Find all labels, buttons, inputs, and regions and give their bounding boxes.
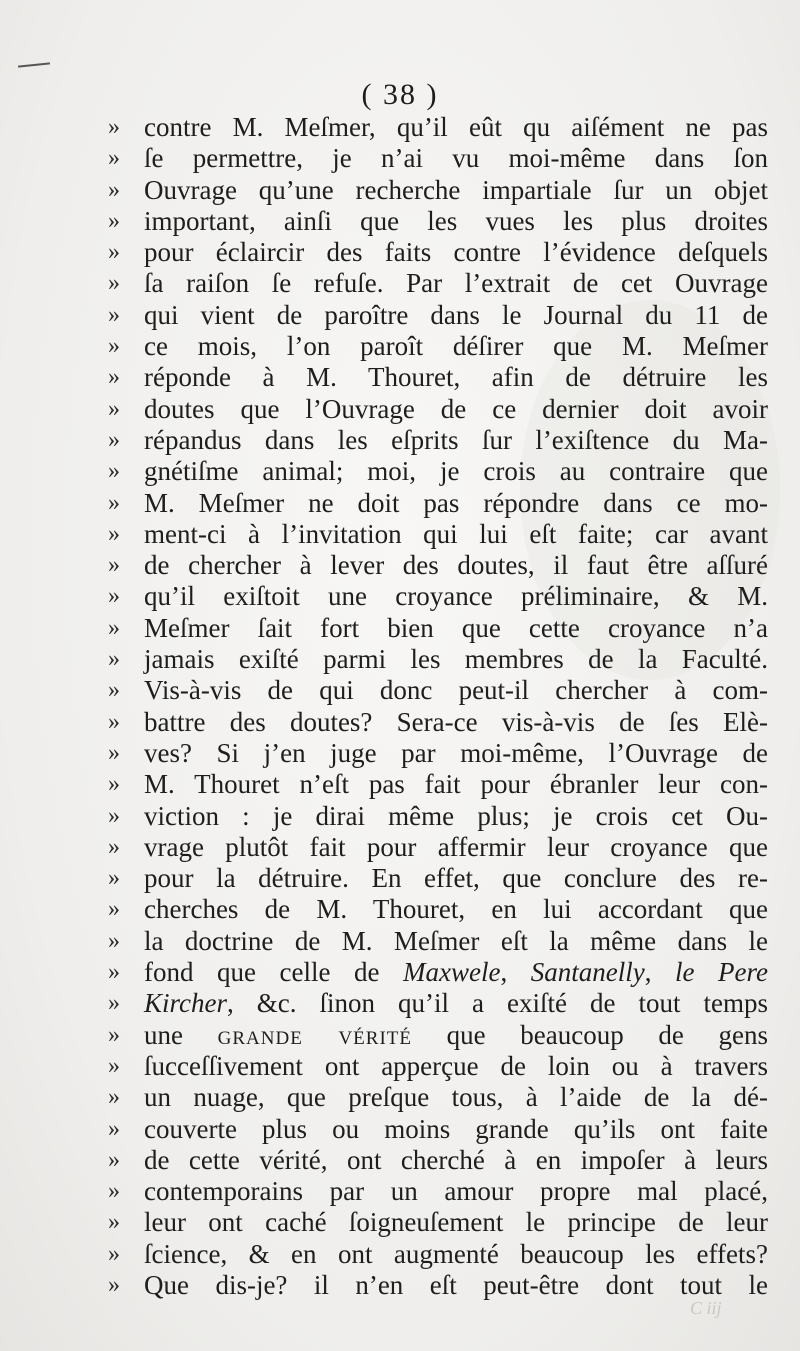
line-text	[144, 863, 768, 894]
text-segment: ment-ci à l’invitation qui lui eſt faite; car avant	[144, 518, 768, 549]
line-text	[144, 707, 768, 738]
text-line	[108, 1020, 768, 1051]
line-text	[144, 988, 768, 1019]
quote-mark: »	[108, 1209, 120, 1236]
text-line	[108, 957, 768, 988]
text-line	[108, 331, 768, 362]
line-text	[144, 268, 768, 299]
line-text	[144, 1082, 768, 1113]
text-line	[108, 894, 768, 925]
text-line	[108, 425, 768, 456]
text-segment: de cette vérité, ont cherché à en impoſer à leurs	[144, 1144, 768, 1175]
text-segment: Que dis-je? il n’en eſt peut-être dont tout le	[144, 1269, 768, 1300]
text-segment: contemporains par un amour propre mal placé,	[144, 1176, 768, 1207]
line-text	[144, 550, 768, 581]
text-segment: pour éclaircir des faits contre l’évidence deſquels	[144, 237, 768, 268]
text-line	[108, 988, 768, 1019]
quote-mark: »	[108, 114, 120, 140]
text-segment: , &c. ſinon qu’il a exiſté de tout temps	[227, 988, 768, 1019]
text-line	[108, 738, 768, 769]
line-text	[144, 1176, 768, 1207]
quote-mark: »	[108, 270, 120, 297]
text-segment: vrage plutôt fait pour affermir leur croyance que	[144, 831, 768, 862]
line-text	[144, 237, 768, 268]
text-line	[108, 300, 768, 331]
text-line	[108, 1207, 768, 1238]
text-line	[108, 268, 768, 299]
text-segment: réponde à M. Thouret, afin de détruire les	[144, 362, 768, 393]
text-line	[108, 1114, 768, 1145]
quote-mark: »	[108, 927, 120, 954]
text-segment: le Pere	[675, 957, 769, 988]
line-text	[144, 112, 768, 143]
text-line	[108, 143, 768, 174]
line-text	[144, 362, 768, 393]
signature-mark: C iij	[690, 1298, 722, 1318]
line-text	[144, 1270, 768, 1301]
text-line	[108, 581, 768, 612]
text-line	[108, 1051, 768, 1082]
quote-mark: »	[108, 1084, 120, 1111]
text-line	[108, 1176, 768, 1207]
text-segment: Maxwele	[403, 957, 501, 988]
quote-mark: »	[108, 426, 120, 453]
line-text	[144, 1051, 768, 1082]
quote-mark: »	[108, 458, 120, 485]
quote-mark: »	[108, 833, 120, 860]
line-text	[144, 300, 768, 331]
line-text	[144, 581, 768, 612]
text-segment: Ouvrage qu’une recherche impartiale ſur un objet	[144, 174, 768, 205]
text-line	[108, 237, 768, 268]
text-segment: ce mois, l’on paroît déſirer que M. Meſmer	[144, 331, 768, 362]
text-segment: gnétiſme animal; moi, je crois au contraire que	[144, 456, 768, 487]
text-line	[108, 519, 768, 550]
quote-mark: »	[108, 896, 120, 923]
text-line	[108, 175, 768, 206]
quote-mark: »	[108, 301, 120, 328]
line-text	[144, 519, 768, 550]
quote-mark: »	[108, 646, 120, 673]
text-line	[108, 362, 768, 393]
quote-mark: »	[108, 176, 120, 203]
text-segment: leur ont caché ſoigneuſement le principe de leur	[144, 1207, 768, 1238]
text-segment: Vis-à-vis de qui donc peut-il chercher à com-	[144, 675, 768, 706]
quote-mark: »	[108, 552, 120, 579]
text-line	[108, 456, 768, 487]
text-segment: un nuage, que preſque tous, à l’aide de la dé-	[144, 1082, 768, 1113]
quote-mark: »	[108, 1115, 120, 1142]
line-text	[144, 675, 768, 706]
text-line	[108, 707, 768, 738]
line-text	[144, 769, 768, 800]
text-segment: ves? Si j’en juge par moi-même, l’Ouvrage de	[144, 737, 768, 768]
text-line	[108, 926, 768, 957]
quote-mark: »	[108, 1021, 120, 1048]
text-segment: répandus dans les eſprits ſur l’exiſtence du Ma-	[144, 424, 768, 455]
text-line	[108, 1082, 768, 1113]
text-line	[108, 613, 768, 644]
text-segment: M. Meſmer ne doit pas répondre dans ce mo-	[144, 487, 768, 518]
text-line	[108, 206, 768, 237]
line-text	[144, 331, 768, 362]
text-segment: ,	[644, 957, 676, 988]
line-text	[144, 1207, 768, 1238]
text-line	[108, 832, 768, 863]
text-segment: important, ainſi que les vues les plus droites	[144, 205, 768, 236]
quote-mark: »	[108, 333, 120, 360]
line-text	[144, 394, 768, 425]
line-text	[144, 206, 768, 237]
quote-mark: »	[108, 959, 120, 986]
text-segment: que beaucoup de gens	[412, 1019, 769, 1050]
quote-mark: »	[108, 771, 120, 798]
quote-mark: »	[108, 614, 120, 641]
text-line	[108, 675, 768, 706]
text-line	[108, 112, 768, 143]
line-text	[144, 738, 768, 769]
line-text	[144, 143, 768, 174]
line-text	[144, 1020, 768, 1051]
text-segment: Santanelly	[530, 957, 645, 988]
text-segment: contre M. Meſmer, qu’il eût qu aiſément ne pas	[144, 112, 768, 142]
body-text	[108, 112, 768, 1301]
quote-mark: »	[108, 739, 120, 766]
page-number: ( 38 )	[361, 78, 439, 111]
quote-mark: »	[108, 489, 120, 516]
text-line	[108, 1270, 768, 1301]
line-text	[144, 613, 768, 644]
text-line	[108, 801, 768, 832]
quote-mark: »	[108, 865, 120, 892]
line-text	[144, 926, 768, 957]
text-line	[108, 1239, 768, 1270]
text-segment: cherches de M. Thouret, en lui accordant que	[144, 894, 768, 925]
text-segment: ſucceſſivement ont apperçue de loin ou à travers	[144, 1050, 768, 1081]
text-segment: la doctrine de M. Meſmer eſt la même dans le	[144, 925, 768, 956]
text-line	[108, 644, 768, 675]
text-segment: pour la détruire. En effet, que conclure des re-	[144, 863, 768, 894]
text-line	[108, 394, 768, 425]
line-text	[144, 957, 768, 988]
line-text	[144, 832, 768, 863]
text-segment: de chercher à lever des doutes, il faut être aſſuré	[144, 550, 768, 581]
line-text	[144, 488, 768, 519]
quote-mark: »	[108, 1052, 120, 1079]
quote-mark: »	[108, 395, 120, 422]
text-segment: qui vient de paroître dans le Journal du 11 de	[144, 299, 768, 330]
text-segment: qu’il exiſtoit une croyance préliminaire, & M.	[144, 581, 768, 612]
quote-mark: »	[108, 207, 120, 234]
quote-mark: »	[108, 583, 120, 610]
line-text	[144, 644, 768, 675]
text-segment: ſa raiſon ſe refuſe. Par l’extrait de cet Ouvrage	[144, 268, 768, 299]
line-text	[144, 801, 768, 832]
text-segment: grande vérité	[217, 1019, 412, 1050]
text-segment: Meſmer ſait fort bien que cette croyance n’a	[144, 612, 768, 643]
text-segment: jamais exiſté parmi les membres de la Faculté.	[144, 644, 768, 675]
text-segment: M. Thouret n’eſt pas fait pour ébranler leur con-	[144, 769, 768, 800]
line-text	[144, 175, 768, 206]
quote-mark: »	[108, 239, 120, 266]
quote-mark: »	[108, 364, 120, 391]
text-line	[108, 550, 768, 581]
quote-mark: »	[108, 145, 120, 172]
quote-mark: »	[108, 520, 120, 547]
text-segment: Kircher	[144, 988, 227, 1019]
text-segment: couverte plus ou moins grande qu’ils ont faite	[144, 1113, 768, 1144]
line-text	[144, 1114, 768, 1145]
text-segment: ,	[500, 957, 531, 988]
text-segment: une	[144, 1019, 218, 1050]
ink-mark	[18, 62, 50, 67]
quote-mark: »	[108, 1146, 120, 1173]
line-text	[144, 456, 768, 487]
quote-mark: »	[108, 708, 120, 735]
text-line	[108, 769, 768, 800]
quote-mark: »	[108, 1240, 120, 1267]
quote-mark: »	[108, 677, 120, 704]
text-line	[108, 488, 768, 519]
line-text	[144, 894, 768, 925]
text-line	[108, 1145, 768, 1176]
quote-mark: »	[108, 1178, 120, 1205]
text-segment: ſcience, & en ont augmenté beaucoup les effets?	[144, 1238, 768, 1269]
quote-mark: »	[108, 990, 120, 1017]
text-segment: viction : je dirai même plus; je crois cet Ou-	[144, 800, 768, 831]
quote-mark: »	[108, 1271, 120, 1298]
text-segment: battre des doutes? Sera-ce vis-à-vis de ſes Elè-	[144, 706, 768, 737]
line-text	[144, 425, 768, 456]
line-text	[144, 1145, 768, 1176]
text-segment: doutes que l’Ouvrage de ce dernier doit avoir	[144, 393, 768, 424]
text-line	[108, 863, 768, 894]
line-text	[144, 1239, 768, 1270]
text-segment: fond que celle de	[144, 957, 404, 988]
quote-mark: »	[108, 802, 120, 829]
text-segment: ſe permettre, je n’ai vu moi-même dans ſon	[144, 143, 768, 174]
